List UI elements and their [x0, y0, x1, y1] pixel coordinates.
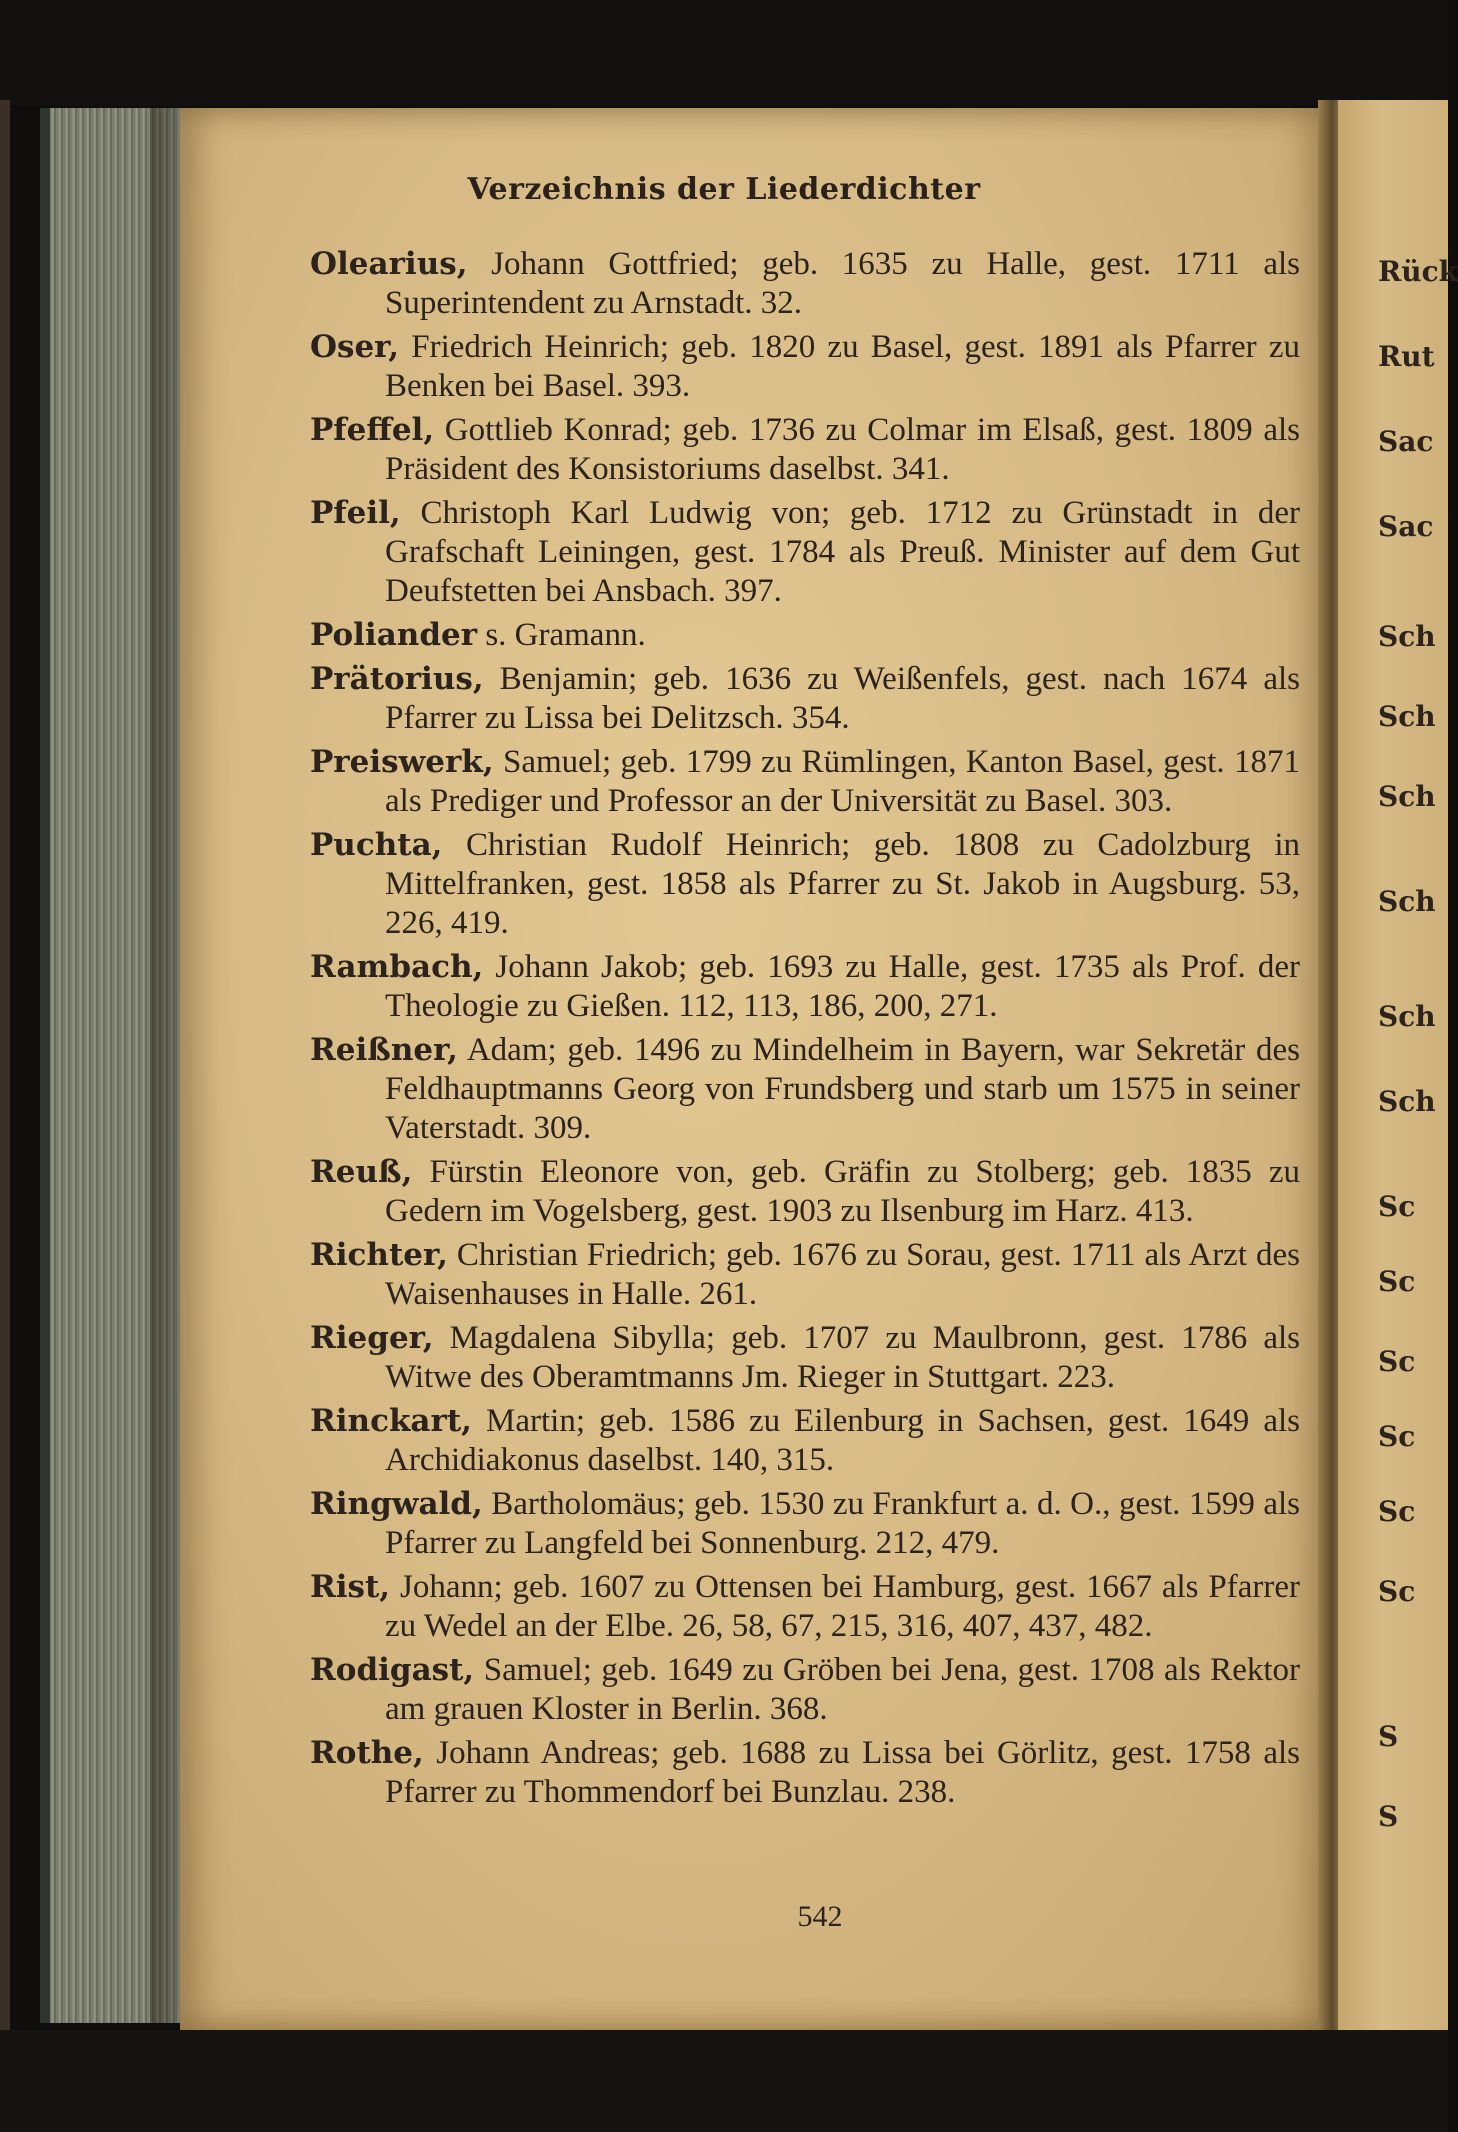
- entry-text: Martin; geb. 1586 zu Eilenburg in Sachsen, gest. 1649 als Archidiakonus daselbst. 140, 315.: [385, 1403, 1300, 1478]
- entry-text: Fürstin Eleonore von, geb. Gräfin zu Stolberg; geb. 1835 zu Gedern im Vogelsberg, gest. 1903 zu Ilsenburg im Harz. 413.: [385, 1154, 1300, 1229]
- next-page-fragment: Sc: [1378, 1190, 1416, 1223]
- index-entry: [310, 1402, 1300, 1480]
- next-page-fragment: Rut: [1378, 340, 1435, 373]
- photo-background-bottom: [0, 2030, 1448, 2132]
- photo-background-left: [0, 100, 10, 2090]
- entry-name: Reuß,: [310, 1154, 413, 1190]
- next-page-fragment: Sc: [1378, 1420, 1416, 1453]
- next-page-fragment: Sch: [1378, 1000, 1436, 1033]
- entry-name: Rinckart,: [310, 1403, 472, 1439]
- index-entry: [310, 328, 1300, 406]
- index-entry: [310, 1651, 1300, 1729]
- entry-text: Christoph Karl Ludwig von; geb. 1712 zu Grünstadt in der Grafschaft Leiningen, gest. 1784 als Preuß. Minister auf dem Gut Deufstetten bei Ansbach. 397.: [385, 495, 1300, 609]
- next-page-fragment: Sc: [1378, 1265, 1416, 1298]
- entry-text: Samuel; geb. 1799 zu Rümlingen, Kanton Basel, gest. 1871 als Prediger und Professor an der Universität zu Basel. 303.: [385, 744, 1300, 819]
- next-page-fragment: Sch: [1378, 885, 1436, 918]
- next-page-fragment: Sc: [1378, 1495, 1416, 1528]
- index-entry: [310, 743, 1300, 821]
- index-entry: [310, 826, 1300, 943]
- index-entry: [310, 616, 1300, 655]
- entry-text: Magdalena Sibylla; geb. 1707 zu Maulbronn, gest. 1786 als Witwe des Oberamtmanns Jm. Rieger in Stuttgart. 223.: [385, 1320, 1300, 1395]
- index-entry: [310, 660, 1300, 738]
- index-entry: [310, 494, 1300, 611]
- entry-name: Pfeffel,: [310, 412, 435, 448]
- index-entry: [310, 1031, 1300, 1148]
- entry-text: Friedrich Heinrich; geb. 1820 zu Basel, gest. 1891 als Pfarrer zu Benken bei Basel. 393.: [385, 329, 1300, 404]
- entry-text: Christian Friedrich; geb. 1676 zu Sorau, gest. 1711 als Arzt des Waisenhauses in Halle. 261.: [385, 1237, 1300, 1312]
- page-number: 542: [797, 1900, 843, 1933]
- entry-text: Bartholomäus; geb. 1530 zu Frankfurt a. d. O., gest. 1599 als Pfarrer zu Langfeld bei Sonnenburg. 212, 479.: [385, 1486, 1300, 1561]
- entry-text: Johann Jakob; geb. 1693 zu Halle, gest. 1735 als Prof. der Theologie zu Gießen. 112, 113, 186, 200, 271.: [385, 949, 1300, 1024]
- entry-name: Rist,: [310, 1569, 391, 1605]
- index-entry: [310, 411, 1300, 489]
- page-header: Verzeichnis der Liederdichter: [467, 172, 981, 207]
- next-page-fragment: Sc: [1378, 1575, 1416, 1608]
- poet-index-list: [310, 245, 1300, 1817]
- next-page-fragment: S: [1378, 1720, 1399, 1753]
- photo-background-top: [0, 0, 1448, 105]
- index-entry: [310, 1568, 1300, 1646]
- next-page-fragment: Sch: [1378, 1085, 1436, 1118]
- entry-text: Samuel; geb. 1649 zu Gröben bei Jena, gest. 1708 als Rektor am grauen Kloster in Berlin. 368.: [385, 1652, 1300, 1727]
- entry-name: Rieger,: [310, 1320, 434, 1356]
- entry-name: Rodigast,: [310, 1652, 475, 1688]
- entry-name: Puchta,: [310, 827, 443, 863]
- entry-text: Benjamin; geb. 1636 zu Weißenfels, gest. nach 1674 als Pfarrer zu Lissa bei Delitzsch. 354.: [385, 661, 1300, 736]
- next-page-fragment: Sch: [1378, 700, 1436, 733]
- entry-name: Olearius,: [310, 246, 468, 282]
- entry-name: Oser,: [310, 329, 400, 365]
- next-page-fragment: Sch: [1378, 620, 1436, 653]
- next-page-fragment: Rück: [1378, 255, 1458, 288]
- entry-name: Pfeil,: [310, 495, 401, 531]
- index-entry: [310, 1485, 1300, 1563]
- entry-text: Johann Gottfried; geb. 1635 zu Halle, gest. 1711 als Superintendent zu Arnstadt. 32.: [385, 246, 1300, 321]
- entry-text: Gottlieb Konrad; geb. 1736 zu Colmar im Elsaß, gest. 1809 als Präsident des Konsistoriums daselbst. 341.: [385, 412, 1300, 487]
- index-entry: [310, 1153, 1300, 1231]
- entry-name: Rambach,: [310, 949, 484, 985]
- index-entry: [310, 1319, 1300, 1397]
- entry-name: Preiswerk,: [310, 744, 494, 780]
- entry-name: Reißner,: [310, 1032, 458, 1068]
- index-entry: [310, 245, 1300, 323]
- entry-text: Adam; geb. 1496 zu Mindelheim in Bayern, war Sekretär des Feldhauptmanns Georg von Frundsberg und starb um 1575 in seiner Vaterstadt. 309.: [385, 1032, 1300, 1146]
- entry-name: Rothe,: [310, 1735, 424, 1771]
- entry-name: Poliander: [310, 617, 478, 653]
- index-entry: [310, 1734, 1300, 1812]
- next-page-fragment: Sac: [1378, 425, 1434, 458]
- entry-text: Johann; geb. 1607 zu Ottensen bei Hamburg, gest. 1667 als Pfarrer zu Wedel an der Elbe. 26, 58, 67, 215, 316, 407, 437, 482.: [385, 1569, 1300, 1644]
- entry-name: Ringwald,: [310, 1486, 483, 1522]
- next-page-fragment: S: [1378, 1800, 1399, 1833]
- entry-text: Christian Rudolf Heinrich; geb. 1808 zu Cadolzburg in Mittelfranken, gest. 1858 als Pfarrer zu St. Jakob in Augsburg. 53, 226, 419.: [385, 827, 1300, 941]
- entry-name: Prätorius,: [310, 661, 484, 697]
- index-entry: [310, 1236, 1300, 1314]
- index-entry: [310, 948, 1300, 1026]
- entry-text: s. Gramann.: [477, 617, 646, 653]
- entry-text: Johann Andreas; geb. 1688 zu Lissa bei Görlitz, gest. 1758 als Pfarrer zu Thommendorf bei Bunzlau. 238.: [385, 1735, 1300, 1810]
- next-page-fragment: Sch: [1378, 780, 1436, 813]
- next-page-fragment: Sc: [1378, 1345, 1416, 1378]
- next-page-fragment: Sac: [1378, 510, 1434, 543]
- entry-name: Richter,: [310, 1237, 448, 1273]
